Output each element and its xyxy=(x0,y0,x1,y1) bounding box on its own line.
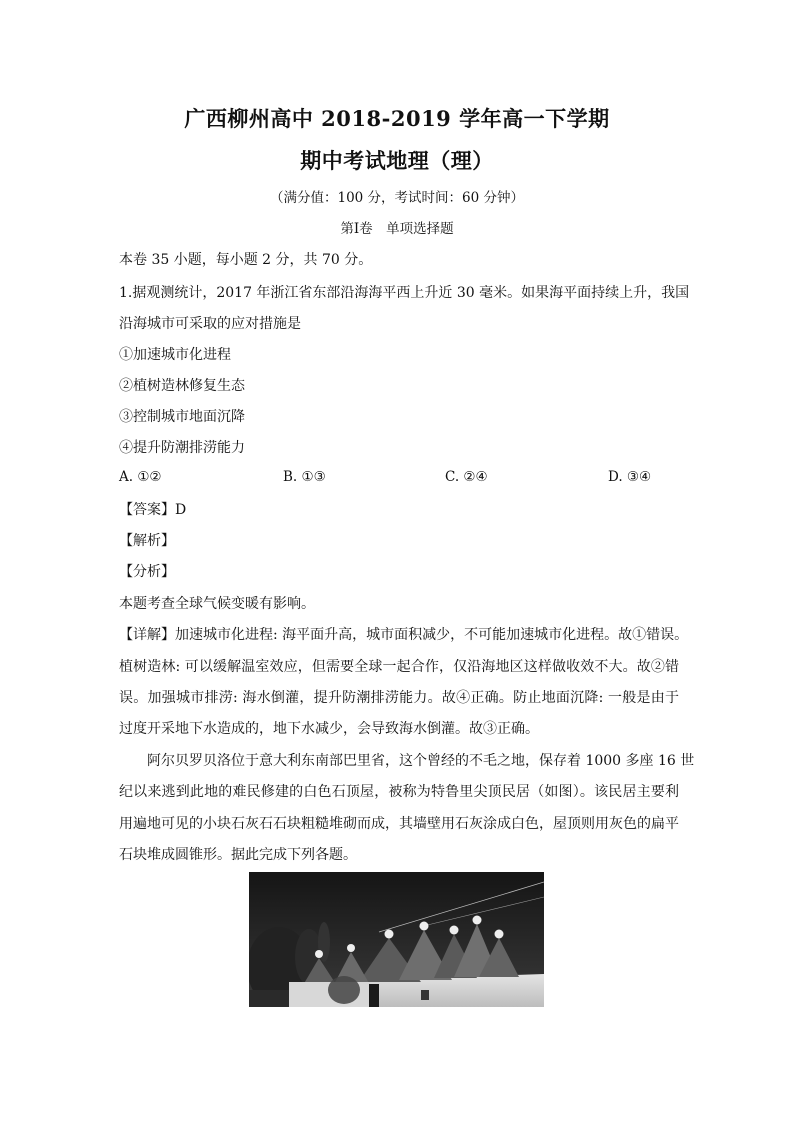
passage-text: 用遍地可见的小块石灰石石块粗糙堆砌而成，其墙壁用石灰涂成白色，屋顶则用灰色的扁平 xyxy=(119,816,679,832)
statement-item: ②植树造林修复生态 xyxy=(119,378,245,394)
passage-text: 阿尔贝罗贝洛位于意大利东南部巴里省，这个曾经的不毛之地，保存着 1000 多座 16 世 xyxy=(119,753,695,769)
passage-text: 石块堆成圆锥形。据此完成下列各题。 xyxy=(119,847,357,863)
question-stem: 沿海城市可采取的应对措施是 xyxy=(119,316,301,332)
analysis-label: 【分析】 xyxy=(119,564,175,580)
detail-text: 误。加强城市排涝: 海水倒灌，提升防潮排涝能力。故④正确。防止地面沉降: 一般是由于 xyxy=(119,690,679,706)
detail-text: 植树造林: 可以缓解温室效应，但需要全球一起合作，仅沿海地区这样做收效不大。故②错 xyxy=(119,659,679,675)
section-heading: 第Ⅰ卷 单项选择题 xyxy=(340,221,454,237)
question-stem: 1.据观测统计，2017 年浙江省东部沿海海平西上升近 30 毫米。如果海平面持续上升，我国 xyxy=(119,285,690,301)
analysis-text: 本题考查全球气候变暖有影响。 xyxy=(119,596,315,612)
option-b: B. ①③ xyxy=(283,469,326,485)
option-d: D. ③④ xyxy=(608,469,652,485)
option-a: A. ①② xyxy=(119,469,162,485)
option-c: C. ②④ xyxy=(445,469,488,485)
statement-item: ④提升防潮排涝能力 xyxy=(119,440,245,456)
detail-text: 过度开采地下水造成的，地下水减少，会导致海水倒灌。故③正确。 xyxy=(119,721,539,737)
explanation-label: 【解析】 xyxy=(119,533,175,549)
page-title: 广西柳州高中 2018-2019 学年高一下学期 xyxy=(184,106,610,131)
passage-text: 纪以来逃到此地的难民修建的白色石顶屋，被称为特鲁里尖顶民居（如图）。该民居主要利 xyxy=(119,784,679,800)
statement-item: ①加速城市化进程 xyxy=(119,347,231,363)
detail-text: 【详解】加速城市化进程: 海平面升高，城市面积减少，不可能加速城市化进程。故①错误。 xyxy=(119,627,689,643)
trulli-houses-image xyxy=(249,872,544,1007)
intro-text: 本卷 35 小题，每小题 2 分，共 70 分。 xyxy=(119,252,373,268)
answer-label: 【答案】D xyxy=(119,502,187,518)
exam-info: （满分值：100 分，考试时间：60 分钟） xyxy=(269,190,525,206)
statement-item: ③控制城市地面沉降 xyxy=(119,409,245,425)
page-subtitle: 期中考试地理（理） xyxy=(300,148,494,173)
trulli-photo xyxy=(249,872,544,1007)
